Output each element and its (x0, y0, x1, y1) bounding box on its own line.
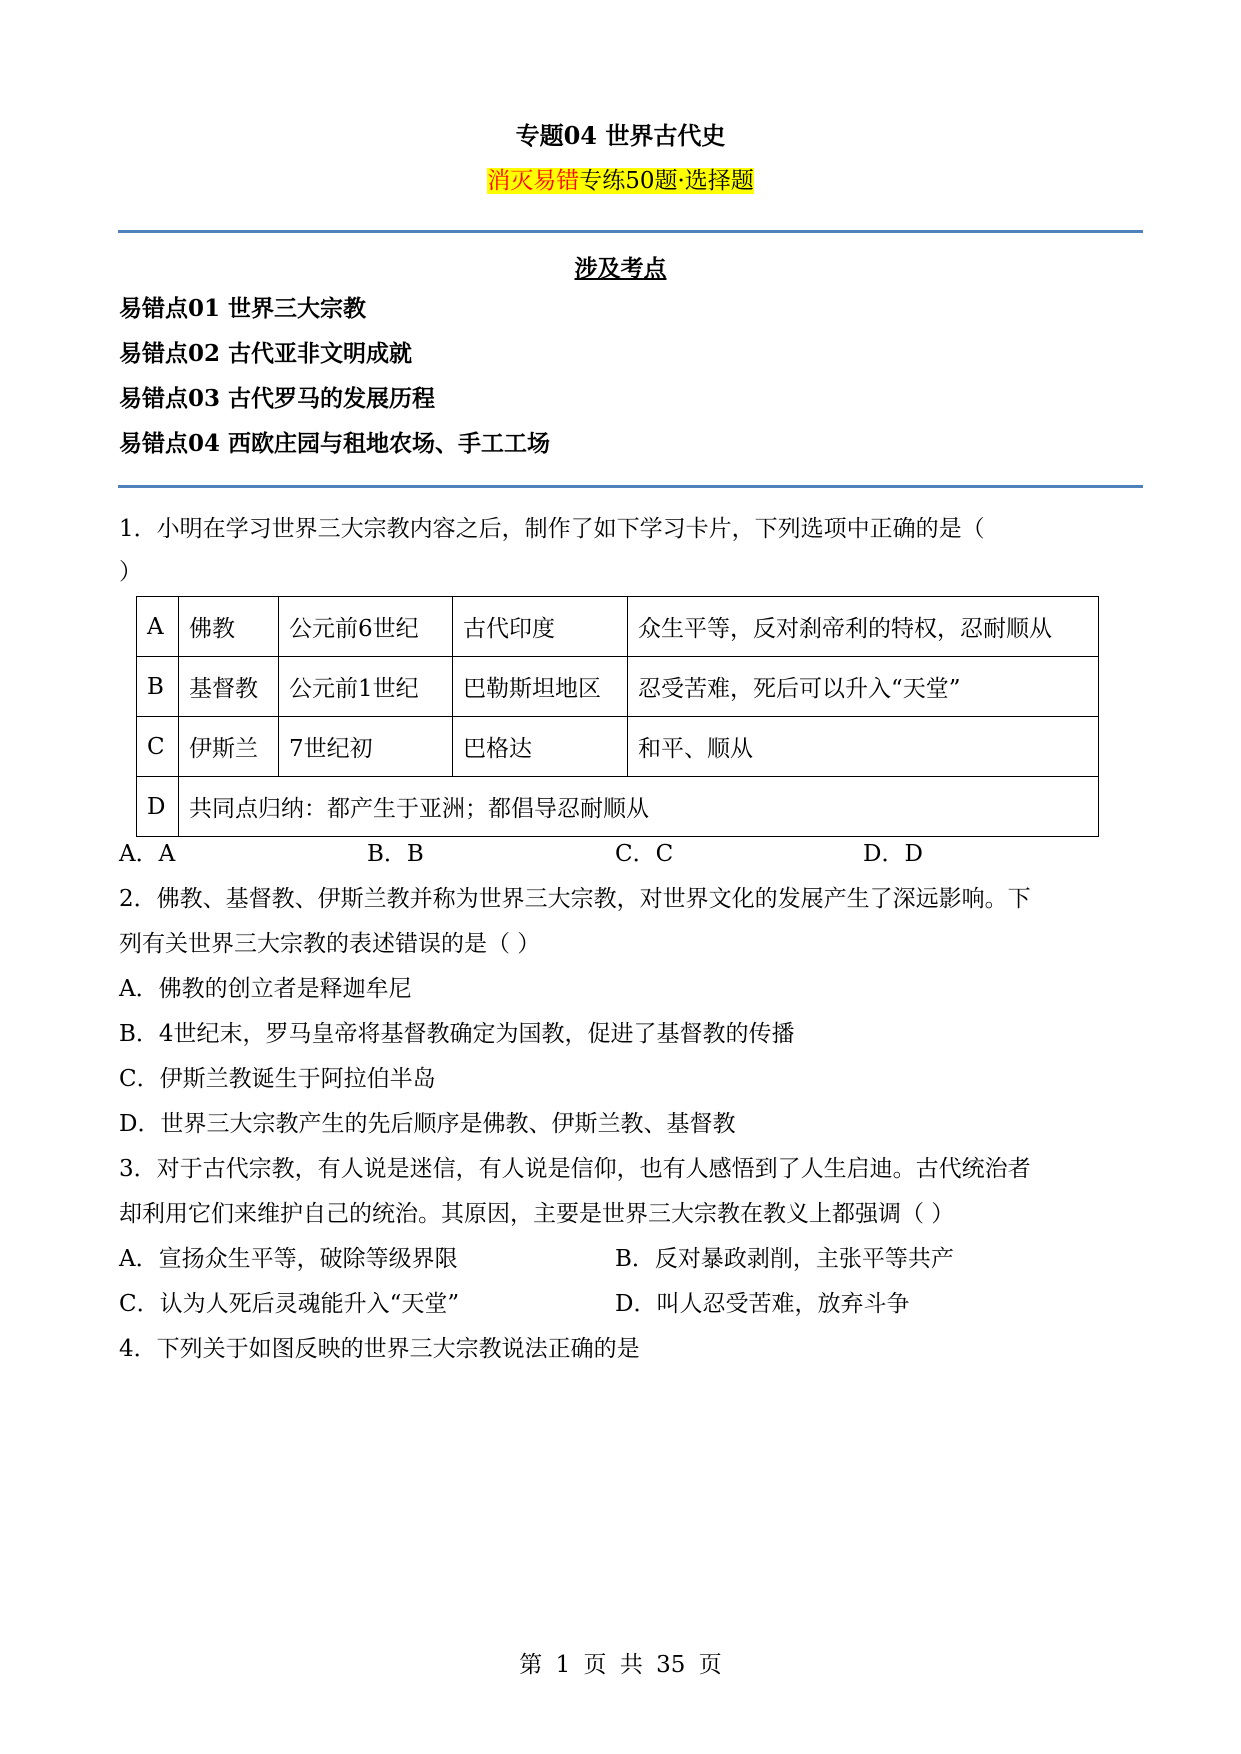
table-cell: 佛教 (179, 597, 279, 657)
table-cell: 巴勒斯坦地区 (453, 657, 628, 717)
table-cell: 忍受苦难，死后可以升入“天堂” (628, 657, 1099, 717)
table-cell: 基督教 (179, 657, 279, 717)
table-cell: 7世纪初 (279, 717, 453, 777)
table-row (137, 657, 1099, 717)
topics-heading: 涉及考点 (574, 255, 667, 282)
q3-option-a[interactable]: A．宣扬众生平等，破除等级界限 (119, 1246, 458, 1272)
subtitle-highlight: 消灭易错 (487, 168, 580, 194)
topic-item: 易错点02 古代亚非文明成就 (119, 340, 413, 367)
table-cell: 巴格达 (453, 717, 628, 777)
page-footer: 第 1 页 共 35 页 (519, 1652, 722, 1678)
q2-option-c[interactable]: C．伊斯兰教诞生于阿拉伯半岛 (119, 1066, 436, 1092)
table-cell: B (137, 657, 179, 717)
divider-top (118, 230, 1143, 233)
table-row (137, 597, 1099, 657)
q2-option-a[interactable]: A．佛教的创立者是释迦牟尼 (119, 976, 412, 1002)
question-2-stem-cont: 列有关世界三大宗教的表述错误的是（ ） (119, 931, 541, 957)
topic-item: 易错点01 世界三大宗教 (119, 295, 367, 322)
q3-option-c[interactable]: C．认为人死后灵魂能升入“天堂” (119, 1291, 460, 1317)
question-1-stem-cont: ） (119, 559, 142, 585)
table-row (137, 777, 1099, 837)
table-cell: 伊斯兰 (179, 717, 279, 777)
table-cell: 共同点归纳：都产生于亚洲；都倡导忍耐顺从 (179, 777, 1099, 837)
page-subtitle (0, 162, 1241, 195)
question-4-stem: 4．下列关于如图反映的世界三大宗教说法正确的是 (119, 1336, 640, 1362)
table-cell: D (137, 777, 179, 837)
q2-option-b[interactable]: B．4世纪末，罗马皇帝将基督教确定为国教，促进了基督教的传播 (119, 1021, 795, 1047)
q1-option-a[interactable]: A．A (119, 841, 176, 867)
table-cell: 古代印度 (453, 597, 628, 657)
table-cell: 公元前6世纪 (279, 597, 453, 657)
table-row (137, 717, 1099, 777)
q2-option-d[interactable]: D．世界三大宗教产生的先后顺序是佛教、伊斯兰教、基督教 (119, 1111, 736, 1137)
q1-option-b[interactable]: B．B (367, 841, 424, 867)
question-1-stem: 1．小明在学习世界三大宗教内容之后，制作了如下学习卡片，下列选项中正确的是（ (119, 516, 985, 542)
subtitle-rest: 专练50题·选择题 (579, 168, 754, 194)
table-cell: 公元前1世纪 (279, 657, 453, 717)
table-cell: 和平、顺从 (628, 717, 1099, 777)
topic-item: 易错点03 古代罗马的发展历程 (119, 385, 436, 412)
question-3-stem-cont: 却利用它们来维护自己的统治。其原因，主要是世界三大宗教在教义上都强调（ ） (119, 1201, 955, 1227)
study-card-table (136, 596, 1099, 837)
q1-option-d[interactable]: D．D (863, 841, 923, 867)
topic-item: 易错点04 西欧庄园与租地农场、手工工场 (119, 430, 551, 457)
question-2-stem: 2．佛教、基督教、伊斯兰教并称为世界三大宗教，对世界文化的发展产生了深远影响。下 (119, 886, 1031, 912)
q1-option-c[interactable]: C．C (615, 841, 674, 867)
question-3-stem: 3．对于古代宗教，有人说是迷信，有人说是信仰，也有人感悟到了人生启迪。古代统治者 (119, 1156, 1031, 1182)
table-cell: C (137, 717, 179, 777)
table-cell: A (137, 597, 179, 657)
q3-option-b[interactable]: B．反对暴政剥削，主张平等共产 (615, 1246, 954, 1272)
table-cell: 众生平等，反对刹帝利的特权，忍耐顺从 (628, 597, 1099, 657)
divider-bottom (118, 485, 1143, 488)
page-title: 专题04 世界古代史 (515, 121, 726, 150)
q3-option-d[interactable]: D．叫人忍受苦难，放弃斗争 (615, 1291, 910, 1317)
